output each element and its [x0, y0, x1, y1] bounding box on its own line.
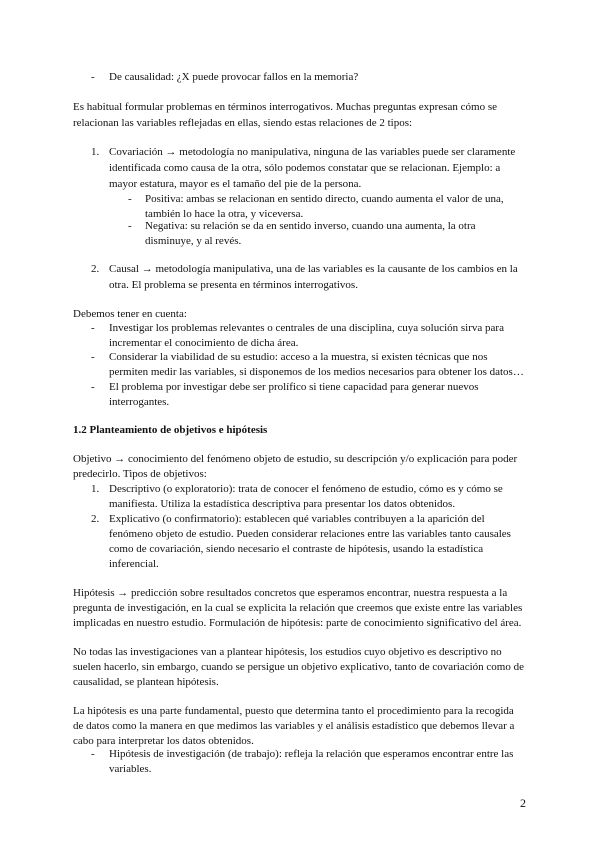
negativa-line: Negativa: su relación se da en sentido inverso, cuando una aumenta, la otra — [145, 220, 476, 232]
no-todas-line: No todas las investigaciones van a plantear hipótesis, los estudios cuyo objetivo es descriptivo no — [73, 646, 502, 658]
no-todas-line: suelen hacerlo, sin embargo, cuando se persigue un objetivo explicativo, tanto de covariación como de — [73, 661, 524, 673]
consider-bullet-line: Considerar la viabilidad de su estudio: acceso a la muestra, si existen técnicas que nos — [109, 351, 488, 363]
bullet-causalidad: De causalidad: ¿X puede provocar fallos en la memoria? — [109, 71, 359, 83]
consider-bullet-line: incrementar el conocimiento de dicha área. — [109, 337, 299, 349]
intro-paragraph-line: relacionan las variables reflejadas en ellas, siendo estas relaciones de 2 tipos: — [73, 117, 413, 129]
consider-bullet-line: El problema por investigar debe ser prolífico si tiene capacidad para generar nuevos — [109, 381, 479, 393]
sub-bullet-dash: - — [128, 220, 132, 232]
intro-paragraph-line: Es habitual formular problemas en términos interrogativos. Muchas preguntas expresan cómo se — [73, 101, 497, 113]
consider-bullet-line: interrogantes. — [109, 396, 170, 408]
positiva-line: también lo hace la otra, y viceversa. — [145, 208, 304, 220]
page-number: 2 — [520, 796, 526, 810]
causal-line: Causal → metodología manipulativa, una de las variables es la causante de los cambios en la — [109, 263, 518, 275]
hipotesis-line: pregunta de investigación, en la cual se explicita la relación que creemos que existe entre las variables — [73, 602, 523, 614]
list-number: 2. — [91, 513, 100, 525]
negativa-line: disminuye, y al revés. — [145, 235, 242, 247]
positiva-line: Positiva: ambas se relacionan en sentido directo, cuando aumenta el valor de una, — [145, 193, 504, 205]
covariacion-line: mayor estatura, mayor es el tamaño del pie de la persona. — [109, 178, 362, 190]
list-number: 2. — [91, 263, 100, 275]
consider-heading: Debemos tener en cuenta: — [73, 308, 187, 320]
descriptivo-line: manifiesta. Utiliza la estadística descriptiva para presentar los datos obtenidos. — [109, 498, 456, 510]
bullet-dash: - — [91, 381, 95, 393]
objetivo-line: Objetivo → conocimiento del fenómeno objeto de estudio, su descripción y/o explicación para poder — [73, 453, 518, 465]
descriptivo-line: Descriptivo (o exploratorio): trata de conocer el fenómeno de estudio, cómo es y cómo se — [109, 483, 503, 495]
fundamental-line: La hipótesis es una parte fundamental, puesto que determina tanto el procedimiento para la recogida — [73, 705, 514, 717]
hipotesis-line: Hipótesis → predicción sobre resultados concretos que esperamos encontrar, nuestra respuesta a la — [73, 587, 508, 599]
bullet-dash: - — [91, 322, 95, 334]
hipotesis-line: implicadas en nuestro estudio. Formulación de hipótesis: parte de conocimiento significativo del área. — [73, 617, 522, 629]
covariacion-line: identificada como causa de la otra, sólo podemos constatar que se relacionan. Ejemplo: a — [109, 162, 501, 174]
explicativo-line: como de covariación, siendo necesario el contraste de hipótesis, usando la estadística — [109, 543, 484, 555]
explicativo-line: fenómeno objeto de estudio. Pueden considerar relaciones entre las variables tanto causales — [109, 528, 511, 540]
causal-line: otra. El problema se presenta en términos interrogativos. — [109, 279, 358, 291]
explicativo-line: inferencial. — [109, 558, 159, 570]
consider-bullet-line: Investigar los problemas relevantes o centrales de una disciplina, cuya solución sirva para — [109, 322, 504, 334]
sub-bullet-dash: - — [128, 193, 132, 205]
list-number: 1. — [91, 483, 100, 495]
list-number: 1. — [91, 146, 100, 158]
objetivo-line: predecirlo. Tipos de objetivos: — [73, 468, 207, 480]
consider-bullet-line: permiten medir las variables, si disponemos de los medios necesarios para obtener los datos… — [109, 366, 524, 378]
bullet-dash: - — [91, 71, 95, 83]
bullet-dash: - — [91, 748, 95, 760]
explicativo-line: Explicativo (o confirmatorio): establecen qué variables contribuyen a la aparición del — [109, 513, 485, 525]
fundamental-line: cabo para interpretar los datos obtenidos. — [73, 735, 254, 747]
fundamental-line: de datos como la manera en que medimos las variables y el análisis estadístico que debemos llevar a — [73, 720, 515, 732]
hipotesis-trabajo-line: variables. — [109, 763, 152, 775]
bullet-dash: - — [91, 351, 95, 363]
hipotesis-trabajo-line: Hipótesis de investigación (de trabajo): refleja la relación que esperamos encontrar entre las — [109, 748, 514, 760]
no-todas-line: causalidad, se plantean hipótesis. — [73, 676, 219, 688]
section-heading: 1.2 Planteamiento de objetivos e hipótesis — [73, 424, 268, 436]
covariacion-line: Covariación → metodología no manipulativa, ninguna de las variables puede ser claramente — [109, 146, 516, 158]
